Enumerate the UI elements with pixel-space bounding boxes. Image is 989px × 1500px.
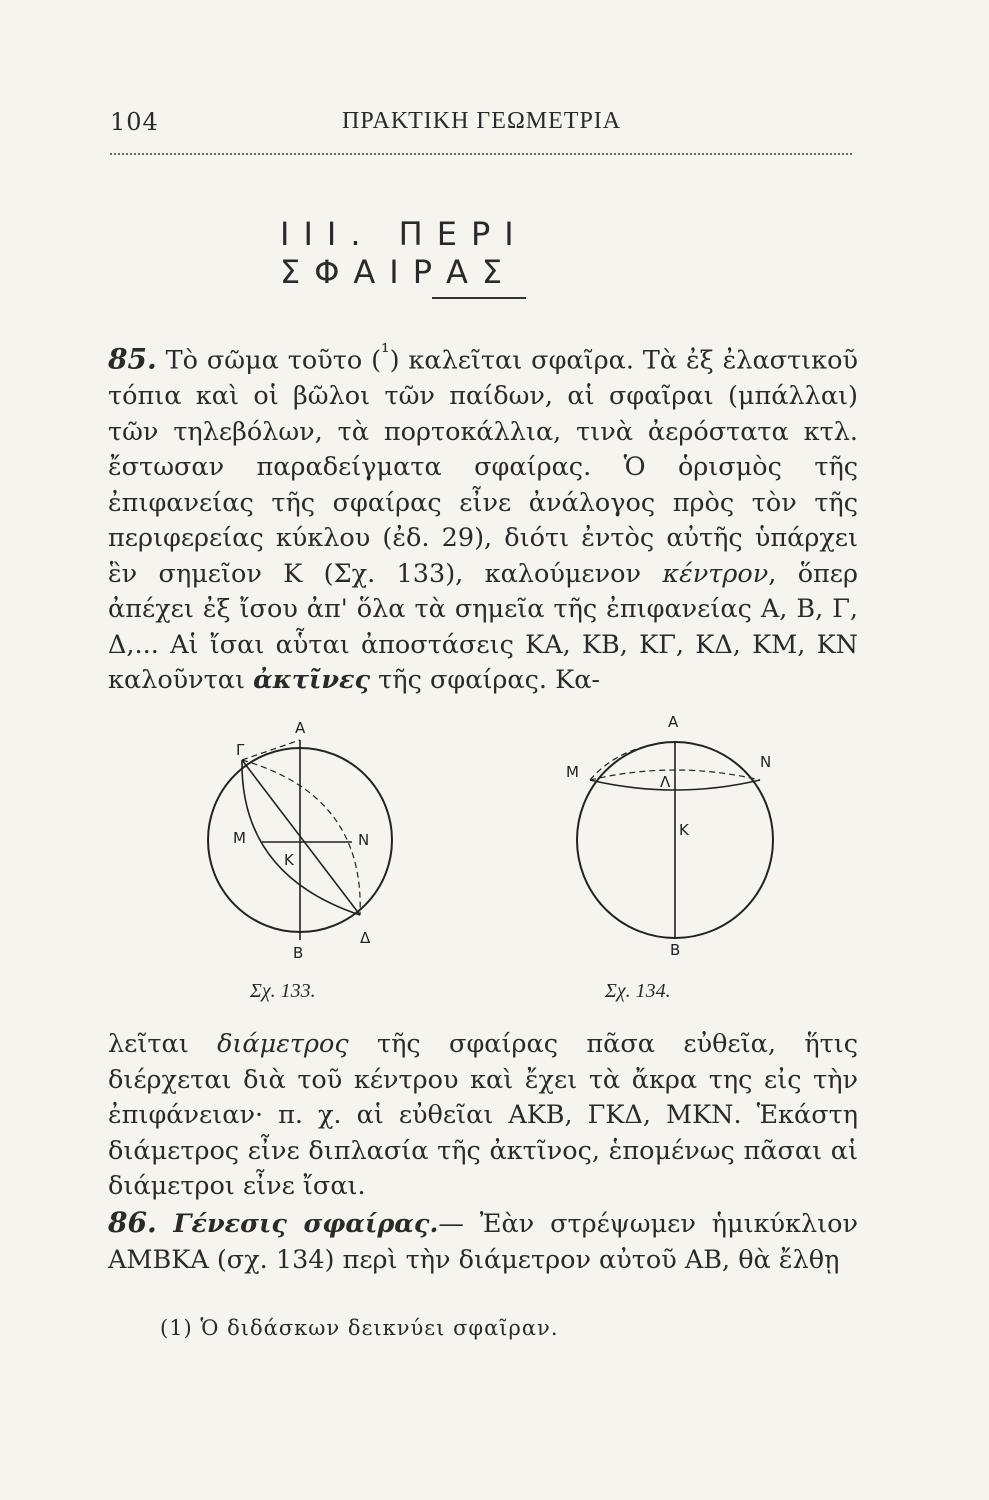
paragraph-text: τῆς σφαίρας πᾶσα εὐθεῖα, ἥτις διέρχεται διὰ τοῦ κέντρου καὶ ἔχει τὰ ἄκρα της εἰς τὴν ἐπιφάνειαν· π. χ. αἱ εὐθεῖαι ΑΚΒ, ΓΚΔ, ΜΚΝ. Ἑκάστη διάμετρος εἶνε διπλασία τῆς ἀκτῖνος, ἑπομένως πᾶσαι αἱ διάμετροι εἶνε ἴσαι. [108,1029,858,1201]
section-title: ΙΙΙ. ΠΕΡΙ ΣΦΑΙΡΑΣ [280,215,528,291]
paragraph-number: 86. [108,1206,157,1239]
label-B: Β [670,941,681,959]
header-rule [110,153,852,155]
page-header [110,108,850,148]
figure-134 [560,705,772,1002]
term-diametros: διάμετρος [217,1029,349,1059]
label-B: Β [293,944,304,962]
running-title: ΠΡΑΚΤΙΚΗ ΓΕΩΜΕΤΡΙΑ [342,108,622,134]
label-A: Α [668,713,679,731]
paragraph-text: Τὸ σῶμα τοῦτο ( [156,345,382,376]
label-N: Ν [760,753,772,771]
dashed-chord [242,740,300,760]
paragraph-text: , ὅπερ ἀπέχει ἐξ ἴσου ἀπ' ὅλα τὰ σημεῖα τῆς ἐπιφανείας Α, Β, Γ, Δ,... Αἱ ἴσαι αὗται ἀποστάσεις ΚΑ, ΚΒ, ΚΓ, ΚΔ, ΚΜ, ΚΝ καλοῦνται [108,558,859,695]
footnote-mark: ¹ [381,340,390,365]
diameter-GD [242,760,360,915]
paragraph-number: 85. [108,342,157,376]
sphere-diagram-133 [200,705,400,975]
paragraph-text: τῆς σφαίρας. Κα- [370,665,601,695]
label-L: Λ [660,773,671,791]
figures-row [200,705,820,1025]
label-N: Ν [358,831,370,849]
label-K: Κ [679,821,689,839]
sphere-diagram-134 [560,705,772,975]
label-M: Μ [566,763,579,781]
label-K: Κ [284,851,294,869]
label-A: Α [295,719,306,737]
paragraph-text: ) καλεῖται σφαῖρα. Τὰ ἐξ ἐλαστικοῦ τόπια καὶ οἱ βῶλοι τῶν παίδων, αἱ σφαῖραι (μπάλλαι) τῶν τηλεβόλων, τὰ πορτοκάλλια, τινὰ ἀερόστατα κτλ. ἔστωσαν παραδείγματα σφαίρας. Ὁ ὁρισμὸς τῆς ἐπιφανείας τῆς σφαίρας εἶνε ἀνάλογος πρὸς τὸν τῆς περιφερείας κύκλου (ἐδ. 29), διότι ἐντὸς αὐτῆς ὑπάρχει ἓν σημεῖον Κ (Σχ. 133), καλούμενον [108,345,858,589]
figure-133 [200,705,400,1002]
paragraph-86 [108,1205,858,1278]
term-kentron: κέντρον [662,558,769,589]
figure-caption: Σχ. 133. [250,980,316,1002]
page-number: 104 [110,108,159,136]
label-D: Δ [360,929,371,947]
figure-caption: Σχ. 134. [605,980,671,1002]
paragraph-85-continued [108,1027,858,1205]
footnote: (1) Ὁ διδάσκων δεικνύει σφαῖραν. [160,1316,559,1340]
section-divider [432,297,526,299]
label-M: Μ [233,829,246,847]
label-G: Γ [236,741,245,759]
term-aktines: ἀκτῖνες [253,665,371,695]
paragraph-text: λεῖται [108,1029,218,1059]
paragraph-text: — Ἐὰν στρέψωμεν ἡμικύκλιον ΑΜΒΚΑ (σχ. 134) περὶ τὴν διάμετρον αὐτοῦ ΑΒ, θὰ ἔλθῃ [108,1209,858,1275]
paragraph-85 [108,335,858,699]
paragraph-heading: Γένεσις σφαίρας. [156,1209,439,1239]
